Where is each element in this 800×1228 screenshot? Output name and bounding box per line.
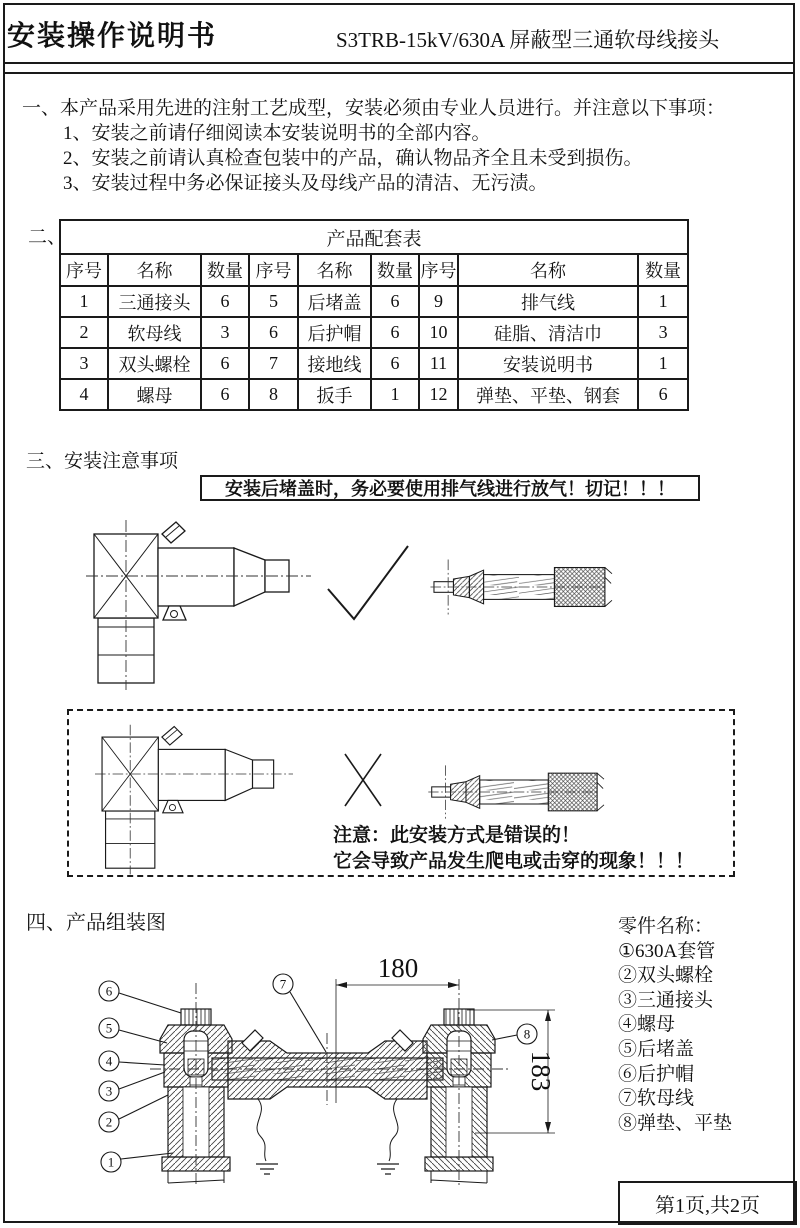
table-cell: 10: [419, 317, 458, 348]
table-title: 产品配套表: [60, 220, 688, 254]
callout-6: 6: [105, 983, 113, 999]
table-cell: 双头螺栓: [108, 348, 201, 379]
table-header-cell: 名称: [298, 254, 371, 286]
table-row: [60, 317, 688, 348]
table-header-cell: 名称: [108, 254, 201, 286]
parts-list-title: 零件名称：: [618, 916, 714, 937]
table-cell: 3: [201, 317, 249, 348]
assembly-diagram: [55, 953, 615, 1188]
callout-3: 3: [105, 1083, 113, 1099]
table-header-cell: 序号: [419, 254, 458, 286]
product-parts-table: [59, 219, 689, 411]
table-row: [60, 286, 688, 317]
table-cell: 6: [249, 317, 298, 348]
page-number-box: [618, 1181, 797, 1225]
busbar-cable-diagram: [430, 556, 608, 618]
section4-heading: 四、产品组装图: [26, 912, 166, 934]
check-mark-icon: [325, 543, 411, 623]
callout-7: 7: [279, 976, 287, 992]
table-cell: 6: [371, 317, 419, 348]
table-cell: 4: [60, 379, 108, 410]
section1-intro: 一、本产品采用先进的注射工艺成型，安装必须由专业人员进行。并注意以下事项：: [22, 98, 726, 119]
list-item: ⑦软母线: [618, 1088, 695, 1110]
table-cell: 3: [60, 348, 108, 379]
callout-5: 5: [105, 1020, 113, 1036]
list-item: ⑧弹垫、平垫: [618, 1112, 733, 1134]
list-item: ②双头螺栓: [618, 965, 714, 987]
header-divider-line-1: [3, 62, 795, 64]
table-cell: 6: [201, 286, 249, 317]
table-header-cell: 序号: [249, 254, 298, 286]
table-cell: 9: [419, 286, 458, 317]
table-cell: 6: [371, 286, 419, 317]
table-cell: 螺母: [108, 379, 201, 410]
table-cell: 后护帽: [298, 317, 371, 348]
table-cell: 11: [419, 348, 458, 379]
table-cell: 6: [371, 348, 419, 379]
table-cell: 2: [60, 317, 108, 348]
list-item: ⑤后堵盖: [618, 1038, 695, 1060]
header-divider-line-2: [3, 72, 795, 74]
list-item: ③三通接头: [618, 989, 714, 1011]
table-cell: 8: [249, 379, 298, 410]
list-item: ⑥后护帽: [618, 1063, 695, 1085]
table-row: [60, 379, 688, 410]
ground-symbol: [377, 1164, 399, 1174]
table-cell: 后堵盖: [298, 286, 371, 317]
callout-8: 8: [523, 1026, 531, 1042]
table-header-cell: 数量: [638, 254, 688, 286]
x-mark-icon: [340, 750, 386, 810]
ground-symbol: [256, 1164, 278, 1174]
busbar-cable-diagram: [428, 762, 600, 822]
tee-connector-diagram: [95, 723, 293, 877]
table-cell: 接地线: [298, 348, 371, 379]
table-cell: 三通接头: [108, 286, 201, 317]
table-cell: 5: [249, 286, 298, 317]
section2-label: 二、: [28, 227, 67, 248]
table-cell: 6: [201, 379, 249, 410]
wrong-note-line-1: 注意：此安装方式是错误的！: [333, 825, 581, 846]
callout-1: 1: [107, 1154, 115, 1170]
table-cell: 软母线: [108, 317, 201, 348]
section3-heading: 三、安装注意事项: [26, 451, 179, 472]
page-number: 第1页,共2页: [655, 1194, 760, 1217]
warning-text: 安装后堵盖时，务必要使用排气线进行放气！切记！！！: [225, 479, 675, 499]
doc-title: 安装操作说明书: [7, 21, 218, 52]
table-cell: 1: [371, 379, 419, 410]
table-cell: 硅脂、清洁巾: [458, 317, 638, 348]
list-item: ①630A套管: [618, 940, 716, 962]
section1-item-3: 3、安装过程中务必保证接头及母线产品的清洁、无污渍。: [63, 173, 548, 194]
dim-height-label: 183: [526, 1050, 556, 1092]
product-title: S3TRB-15kV/630A 屏蔽型三通软母线接头: [336, 28, 720, 52]
table-cell: 1: [638, 286, 688, 317]
callout-4: 4: [105, 1053, 113, 1069]
section1-item-2: 2、安装之前请认真检查包装中的产品，确认物品齐全且未受到损伤。: [63, 148, 643, 169]
wrong-note-line-2: 它会导致产品发生爬电或击穿的现象！！！: [333, 851, 695, 872]
tee-connector-diagram: [86, 518, 311, 693]
table-header-cell: 序号: [60, 254, 108, 286]
callout-2: 2: [105, 1114, 113, 1130]
table-cell: 6: [201, 348, 249, 379]
parts-name-list: [618, 915, 732, 1136]
table-cell: 扳手: [298, 379, 371, 410]
table-cell: 弹垫、平垫、钢套: [458, 379, 638, 410]
list-item: ④螺母: [618, 1014, 676, 1036]
table-cell: 12: [419, 379, 458, 410]
dim-width-label: 180: [377, 953, 419, 983]
table-cell: 1: [638, 348, 688, 379]
warning-box: [200, 475, 700, 501]
table-header-cell: 数量: [371, 254, 419, 286]
table-row: [60, 348, 688, 379]
table-cell: 排气线: [458, 286, 638, 317]
table-cell: 7: [249, 348, 298, 379]
table-cell: 3: [638, 317, 688, 348]
table-header-cell: 数量: [201, 254, 249, 286]
table-cell: 6: [638, 379, 688, 410]
table-cell: 安装说明书: [458, 348, 638, 379]
table-header-cell: 名称: [458, 254, 638, 286]
table-cell: 1: [60, 286, 108, 317]
section1-item-1: 1、安装之前请仔细阅读本安装说明书的全部内容。: [63, 123, 491, 144]
